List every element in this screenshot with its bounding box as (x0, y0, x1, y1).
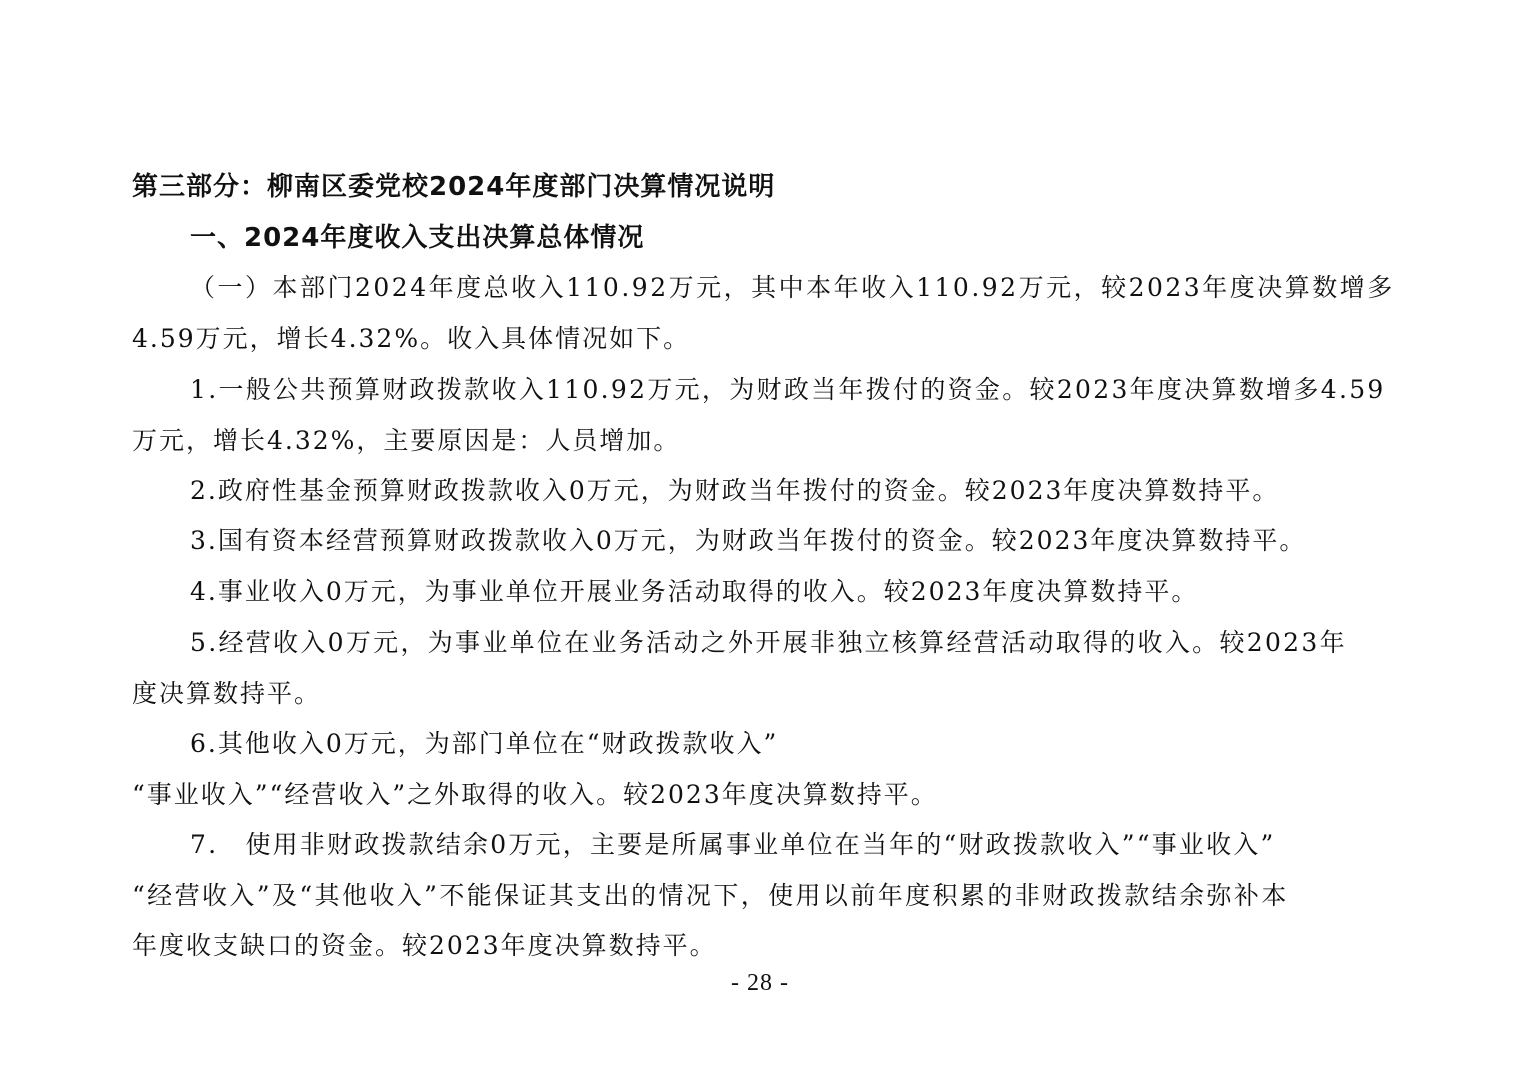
paragraph-line: 6.其他收入0万元，为部门单位在“财政拨款收入” (190, 729, 779, 758)
part-title: 第三部分：柳南区委党校2024年度部门决算情况说明 (132, 172, 776, 202)
paragraph-line: 万元，增长4.32%，主要原因是：人员增加。 (132, 426, 681, 455)
paragraph-line: 年度收支缺口的资金。较2023年度决算数持平。 (132, 931, 717, 960)
paragraph-line: 4.事业收入0万元，为事业单位开展业务活动取得的收入。较2023年度决算数持平。 (190, 577, 1199, 606)
paragraph-line: 度决算数持平。 (132, 679, 322, 708)
paragraph-line: （一）本部门2024年度总收入110.92万元，其中本年收入110.92万元，较2023年度决算数增多 (190, 273, 1395, 302)
paragraph-line: 4.59万元，增长4.32%。收入具体情况如下。 (132, 324, 691, 353)
section-title: 一、2024年度收入支出决算总体情况 (190, 223, 645, 253)
paragraph-line: 5.经营收入0万元，为事业单位在业务活动之外开展非独立核算经营活动取得的收入。较2023年 (190, 628, 1347, 657)
paragraph-line: “经营收入”及“其他收入”不能保证其支出的情况下，使用以前年度积累的非财政拨款结余弥补本 (132, 881, 1289, 910)
paragraph-line: 3.国有资本经营预算财政拨款收入0万元，为财政当年拨付的资金。较2023年度决算数持平。 (190, 526, 1307, 555)
paragraph-line: 7. 使用非财政拨款结余0万元，主要是所属事业单位在当年的“财政拨款收入”“事业收入” (190, 830, 1276, 859)
paragraph-line: “事业收入”“经营收入”之外取得的收入。较2023年度决算数持平。 (132, 780, 938, 809)
page-number: - 28 - (731, 970, 789, 996)
paragraph-line: 2.政府性基金预算财政拨款收入0万元，为财政当年拨付的资金。较2023年度决算数持平。 (190, 476, 1280, 505)
paragraph-line: 1.一般公共预算财政拨款收入110.92万元，为财政当年拨付的资金。较2023年度决算数增多4.59 (190, 375, 1386, 404)
